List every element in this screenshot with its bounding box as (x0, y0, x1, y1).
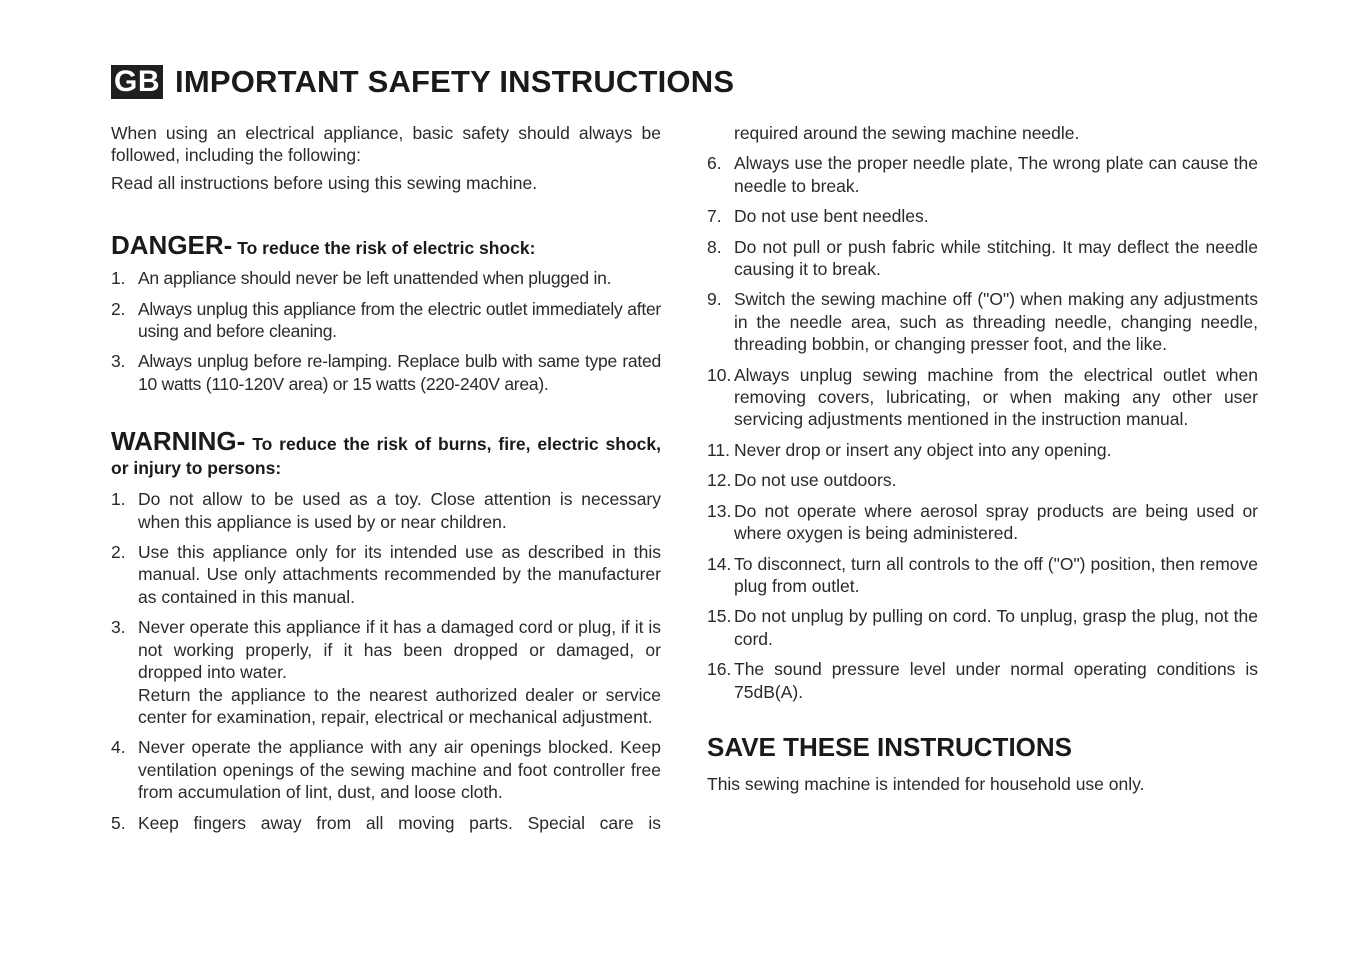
list-item (707, 364, 1258, 431)
item-5-continued: required around the sewing machine needle. (734, 123, 1080, 143)
list-item (111, 616, 661, 728)
list-item (707, 236, 1258, 281)
item-text: Switch the sewing machine off ("O") when making any adjustments in the needle area, such as threading needle, changing needle, threading bobbin, or changing presser foot, and the like. (734, 289, 1258, 355)
item-number: 11. (707, 439, 731, 460)
page-title: IMPORTANT SAFETY INSTRUCTIONS (175, 64, 735, 99)
item-text: Never operate the appliance with any air openings blocked. Keep ventilation openings of the sewing machine and foot controller free from accumulation of lint, dust, and loose cloth. (138, 737, 661, 803)
list-item (111, 541, 661, 608)
item-text: Do not use outdoors. (734, 470, 897, 491)
list-item (707, 605, 1258, 650)
item-text: Use this appliance only for its intended use as described in this manual. Use only attachments recommended by the manufacturer as contained in this manual. (138, 542, 661, 607)
list-item (707, 288, 1258, 355)
item-number: 16. (707, 659, 732, 680)
item-number: 15. (707, 606, 732, 627)
item-text: Never operate this appliance if it has a damaged cord or plug, if it is not working properly, if it has been dropped or damaged, or dropped into water. (138, 617, 661, 683)
item-text: Do not use bent needles. (734, 206, 929, 227)
list-item (707, 439, 1258, 461)
item-number: 3. (111, 351, 126, 372)
item-number: 1. (111, 268, 126, 289)
item-text: Always unplug this appliance from the electric outlet immediately after using and before cleaning. (138, 298, 661, 342)
item-number: 5. (111, 812, 126, 833)
list-item (707, 553, 1258, 598)
language-badge: GB (111, 65, 163, 99)
list-item (707, 469, 1258, 491)
item-number: 7. (707, 206, 722, 227)
danger-label: DANGER- (111, 230, 233, 261)
warning-subtitle: To reduce the risk of burns, fire, electric shock, or injury to persons: (111, 434, 661, 479)
item-number: 4. (111, 737, 126, 758)
item-text: Always use the proper needle plate, The wrong plate can cause the needle to break. (734, 153, 1258, 196)
item-number: 14. (707, 553, 732, 574)
item-text: Always unplug sewing machine from the electrical outlet when removing covers, lubricating, or when making any other user servicing adjustments mentioned in the instruction manual. (734, 364, 1258, 430)
intro-text: When using an electrical appliance, basic safety should always be followed, including the following: (111, 123, 661, 166)
item-number: 6. (707, 153, 722, 174)
left-column (111, 122, 661, 842)
item-text: To disconnect, turn all controls to the off ("O") position, then remove plug from outlet. (734, 553, 1258, 596)
item-number: 2. (111, 542, 126, 563)
item-number: 12. (707, 470, 732, 491)
list-item (707, 658, 1258, 703)
item-number: 1. (111, 489, 126, 510)
item-text: Never drop or insert any object into any opening. (734, 439, 1112, 460)
warning-heading (111, 426, 661, 480)
item-number: 9. (707, 289, 722, 310)
right-column (707, 122, 1258, 795)
list-item (111, 488, 661, 533)
danger-list (111, 267, 661, 395)
item-text: Do not unplug by pulling on cord. To unplug, grasp the plug, not the cord. (734, 606, 1258, 649)
list-item (707, 205, 1258, 227)
item-number: 8. (707, 236, 722, 257)
list-item (707, 152, 1258, 197)
list-item (111, 267, 661, 289)
warning-list-continued (707, 152, 1258, 703)
item-text: Do not pull or push fabric while stitching. It may deflect the needle causing it to break. (734, 236, 1258, 280)
danger-subtitle: To reduce the risk of electric shock: (237, 238, 536, 259)
item-text: An appliance should never be left unattended when plugged in. (138, 268, 612, 289)
danger-heading (111, 232, 661, 261)
list-item (707, 500, 1258, 545)
save-instructions-heading: SAVE THESE INSTRUCTIONS (707, 731, 1073, 762)
warning-label: WARNING- (111, 426, 246, 457)
item-text-continued: Return the appliance to the nearest authorized dealer or service center for examination, repair, electrical or mechanical adjustment. (138, 684, 661, 727)
item-text: Always unplug before re-lamping. Replace bulb with same type rated 10 watts (110-120V area) or 15 watts (220-240V area). (138, 351, 661, 394)
warning-list (111, 488, 661, 834)
list-item (111, 298, 661, 343)
item-text: Do not operate where aerosol spray products are being used or where oxygen is being administered. (734, 500, 1258, 544)
item-text: Do not allow to be used as a toy. Close attention is necessary when this appliance is used by or near children. (138, 489, 661, 532)
item-number: 2. (111, 298, 126, 319)
list-item (111, 350, 661, 395)
item-number: 10. (707, 364, 732, 385)
item-text: The sound pressure level under normal operating conditions is 75dB(A). (734, 659, 1258, 702)
page-header (111, 62, 734, 102)
item-number: 3. (111, 617, 126, 638)
item-text: Keep fingers away from all moving parts. Special care is (138, 812, 661, 833)
household-use-note: This sewing machine is intended for household use only. (707, 773, 1145, 794)
list-item (111, 736, 661, 803)
list-item (111, 812, 661, 834)
item-number: 13. (707, 500, 732, 521)
intro-read-instructions: Read all instructions before using this sewing machine. (111, 172, 538, 193)
